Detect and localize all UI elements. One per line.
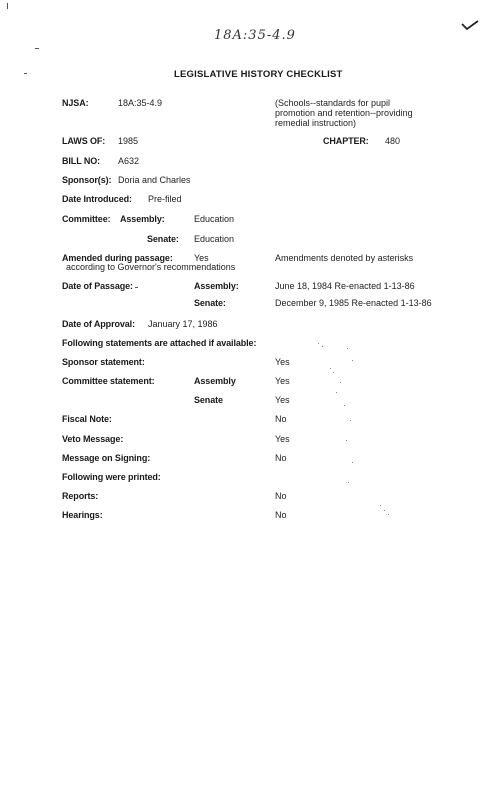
njsa-label: NJSA: [62, 98, 89, 108]
committee-assembly-label: Assembly: [120, 214, 165, 224]
following-printed-heading: Following were printed: [62, 472, 161, 482]
scan-mark-left-2 [24, 73, 27, 74]
bill-no-value: A632 [118, 156, 140, 166]
fiscal-note-label: Fiscal Note: [62, 414, 112, 424]
committee-statement-senate-value: Yes [275, 395, 290, 405]
message-on-signing-value: No [275, 453, 287, 463]
committee-statement-assembly-value: Yes [275, 376, 290, 386]
laws-of-label: LAWS OF: [62, 136, 106, 146]
amended-note: Amendments denoted by asterisks [275, 253, 414, 263]
date-of-passage-label: Date of Passage: [62, 281, 133, 291]
page-title: LEGISLATIVE HISTORY CHECKLIST [174, 69, 343, 80]
sponsors-value: Doria and Charles [118, 175, 191, 185]
amended-note-2: according to Governor's recommendations [66, 262, 236, 272]
laws-of-value: 1985 [118, 136, 139, 146]
committee-senate-value: Education [194, 234, 235, 244]
veto-message-value: Yes [275, 434, 290, 444]
njsa-value: 18A:35-4.9 [118, 98, 163, 108]
bill-no-label: BILL NO: [62, 156, 101, 166]
veto-message-label: Veto Message: [62, 434, 124, 444]
date-introduced-label: Date Introduced: [62, 194, 132, 204]
passage-senate-value: December 9, 1985 Re-enacted 1-13-86 [275, 298, 432, 308]
njsa-description-line3: remedial instruction) [275, 118, 357, 128]
committee-assembly-value: Education [194, 214, 235, 224]
committee-statement-senate-label: Senate [194, 395, 223, 405]
date-of-approval-value: January 17, 1986 [148, 319, 218, 329]
hearings-value: No [275, 510, 287, 520]
check-mark-icon [460, 18, 480, 32]
committee-statement-label: Committee statement: [62, 376, 155, 386]
committee-statement-assembly-label: Assembly [194, 376, 236, 386]
passage-assembly-value: June 18, 1984 Re-enacted 1-13-86 [275, 281, 415, 291]
date-introduced-value: Pre-filed [148, 194, 182, 204]
following-attached-heading: Following statements are attached if available: [62, 338, 257, 348]
fiscal-note-value: No [275, 414, 287, 424]
njsa-description-line1: (Schools--standards for pupil [275, 98, 391, 108]
sponsor-statement-value: Yes [275, 357, 290, 367]
chapter-value: 480 [385, 136, 401, 146]
handwritten-statute-number: 18A:35-4.9 [214, 28, 296, 43]
reports-label: Reports: [62, 491, 99, 501]
chapter-label: CHAPTER: [323, 136, 369, 146]
scan-mark-top-left [7, 3, 8, 9]
amended-value: Yes [194, 253, 209, 263]
committee-label: Committee: [62, 214, 111, 224]
sponsor-statement-label: Sponsor statement: [62, 357, 145, 367]
reports-value: No [275, 491, 287, 501]
committee-senate-label: Senate: [147, 234, 179, 244]
message-on-signing-label: Message on Signing: [62, 453, 151, 463]
sponsors-label: Sponsor(s): [62, 175, 112, 185]
scan-mark-left-1 [35, 48, 39, 49]
date-of-approval-label: Date of Approval: [62, 319, 135, 329]
passage-senate-label: Senate: [194, 298, 226, 308]
hearings-label: Hearings: [62, 510, 103, 520]
njsa-description-line2: promotion and retention--providing [275, 108, 413, 118]
passage-assembly-label: Assembly: [194, 281, 239, 291]
amended-label: Amended during passage: [62, 253, 173, 263]
scan-mark-passage [135, 287, 138, 288]
